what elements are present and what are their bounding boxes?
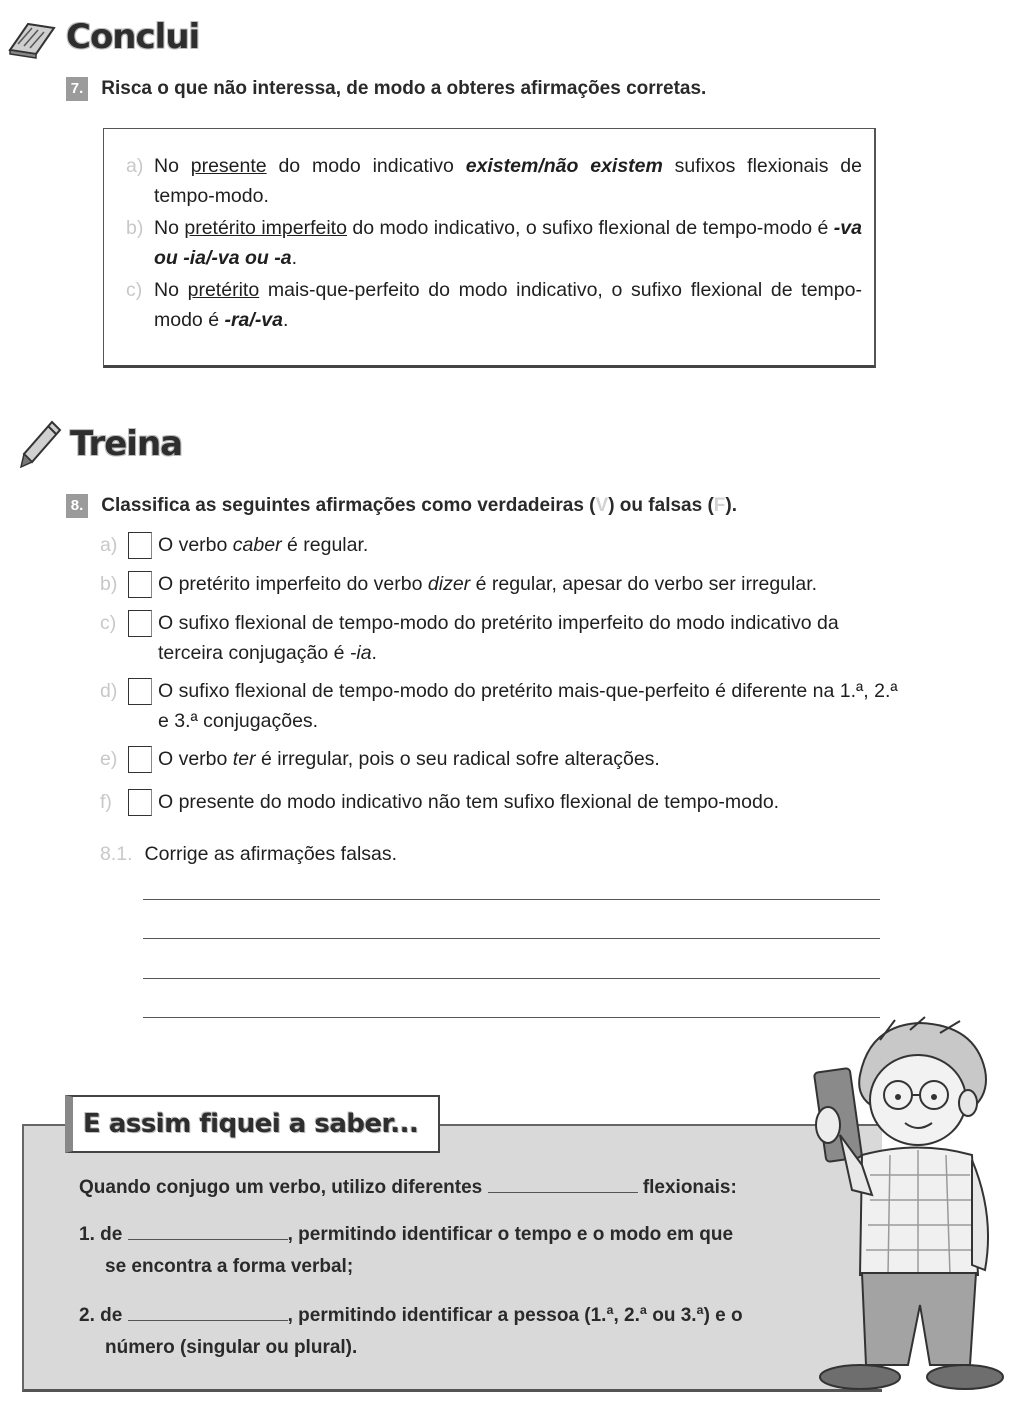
item-letter: c): [126, 279, 143, 301]
exercise-8-instruction: [66, 494, 737, 518]
option-text[interactable]: existem/não existem: [465, 155, 663, 177]
tf-item-a: [100, 530, 900, 560]
answer-checkbox[interactable]: [128, 571, 152, 598]
text: mais-que-perfeito do modo indicativo, o sufixo flexional de tempo-modo é: [154, 279, 862, 331]
pencil-icon: [18, 418, 62, 470]
answer-line[interactable]: [143, 899, 880, 900]
text: número (singular ou plural).: [105, 1337, 358, 1358]
text: é irregular, pois o seu radical sofre alterações.: [255, 748, 660, 770]
text: O verbo: [158, 534, 233, 556]
text: No: [154, 155, 191, 177]
tf-item-d: [100, 676, 900, 736]
text: é regular.: [281, 534, 369, 556]
conclui-item-a: [126, 151, 862, 211]
exercise-8-1-instruction: [100, 843, 397, 866]
text-em: -ia: [349, 642, 372, 664]
item-letter: e): [100, 748, 118, 770]
exercise-7-text: Risca o que não interessa, de modo a obteres afirmações corretas.: [101, 78, 707, 100]
answer-checkbox[interactable]: [128, 678, 152, 705]
tf-item-b: [100, 569, 900, 599]
text: , permitindo identificar a pessoa (1.ª, 2.ª ou 3.ª) e o: [287, 1305, 743, 1326]
item-letter: c): [100, 612, 117, 634]
text: se encontra a forma verbal;: [105, 1256, 354, 1277]
text: O sufixo flexional de tempo-modo do pretérito imperfeito do modo indicativo da terceira conjugação é: [158, 612, 839, 664]
conclui-statements-box: [103, 128, 876, 368]
text-em: caber: [232, 534, 282, 556]
item-letter: a): [126, 155, 144, 177]
summary-intro: [79, 1172, 737, 1204]
answer-line[interactable]: [143, 978, 880, 979]
text: sufixos flexionais de tempo-modo.: [154, 155, 862, 207]
summary-title: E assim fiquei a saber...: [83, 1109, 419, 1139]
text: .: [291, 247, 298, 269]
text: Quando conjugo um verbo, utilizo diferentes: [79, 1177, 483, 1198]
item-letter: b): [126, 217, 144, 239]
text: de: [100, 1224, 123, 1245]
text: No: [154, 217, 185, 239]
tf-item-e: [100, 744, 900, 774]
text: .: [283, 309, 289, 331]
book-icon: [6, 14, 58, 60]
text: de: [100, 1305, 123, 1326]
answer-line[interactable]: [143, 938, 880, 939]
exercise-7-instruction: [66, 77, 706, 101]
text: flexionais:: [642, 1177, 737, 1198]
point-number: 2.: [79, 1305, 95, 1326]
conclui-item-c: [126, 275, 862, 335]
item-letter: d): [100, 680, 118, 702]
text: O pretérito imperfeito do verbo: [158, 573, 428, 595]
point-number: 1.: [79, 1224, 95, 1245]
text: do modo indicativo, o sufixo flexional de tempo-modo é: [346, 217, 834, 239]
fill-blank[interactable]: [488, 1173, 638, 1193]
text: do modo indicativo: [266, 155, 466, 177]
treina-title: Treina: [70, 424, 183, 464]
true-letter: V: [595, 495, 609, 517]
text: O sufixo flexional de tempo-modo do pretérito mais-que-perfeito é diferente na 1.ª, 2.ª e 3.ª conjugações.: [158, 680, 898, 732]
text-em: ter: [232, 748, 256, 770]
option-text[interactable]: -ra/-va: [224, 309, 283, 331]
underlined-text: pretérito: [187, 279, 260, 301]
option-text[interactable]: -va ou -ia/-va ou -a: [154, 217, 862, 269]
answer-checkbox[interactable]: [128, 610, 152, 637]
item-letter: b): [100, 573, 118, 595]
conclui-heading: [6, 14, 199, 60]
answer-checkbox[interactable]: [128, 746, 152, 773]
summary-title-tab: [65, 1095, 440, 1153]
exercise-8-1-number: 8.1.: [100, 843, 133, 865]
text: No: [154, 279, 188, 301]
item-letter: a): [100, 534, 118, 556]
conclui-title: Conclui: [66, 17, 200, 57]
summary-point-1: [79, 1219, 819, 1283]
answer-checkbox[interactable]: [128, 532, 152, 559]
text: é regular, apesar do verbo ser irregular.: [470, 573, 818, 595]
exercise-7-number: 7.: [66, 77, 88, 101]
text: Classifica as seguintes afirmações como verdadeiras (: [101, 495, 596, 517]
false-letter: F: [713, 495, 726, 517]
treina-heading: [18, 418, 182, 470]
underlined-text: presente: [190, 155, 267, 177]
conclui-item-b: [126, 213, 862, 273]
underlined-text: pretérito imperfeito: [184, 217, 347, 239]
text: O verbo: [158, 748, 233, 770]
text: O presente do modo indicativo não tem sufixo flexional de tempo-modo.: [158, 791, 780, 813]
answer-checkbox[interactable]: [128, 789, 152, 816]
text: ) ou falsas (: [608, 495, 714, 517]
text: ).: [725, 495, 737, 517]
tf-item-c: [100, 608, 900, 668]
true-false-list: [100, 530, 900, 817]
fill-blank[interactable]: [128, 1301, 288, 1321]
answer-line[interactable]: [143, 1017, 880, 1018]
text-em: dizer: [427, 573, 471, 595]
text: , permitindo identificar o tempo e o modo em que: [287, 1224, 734, 1245]
tf-item-f: [100, 787, 900, 817]
text: .: [371, 642, 377, 664]
fill-blank[interactable]: [128, 1220, 288, 1240]
item-letter: f): [100, 791, 112, 813]
summary-point-2: [79, 1300, 819, 1364]
boy-with-book-illustration: [800, 1015, 1010, 1405]
exercise-8-number: 8.: [66, 494, 88, 518]
text: Corrige as afirmações falsas.: [144, 843, 398, 865]
